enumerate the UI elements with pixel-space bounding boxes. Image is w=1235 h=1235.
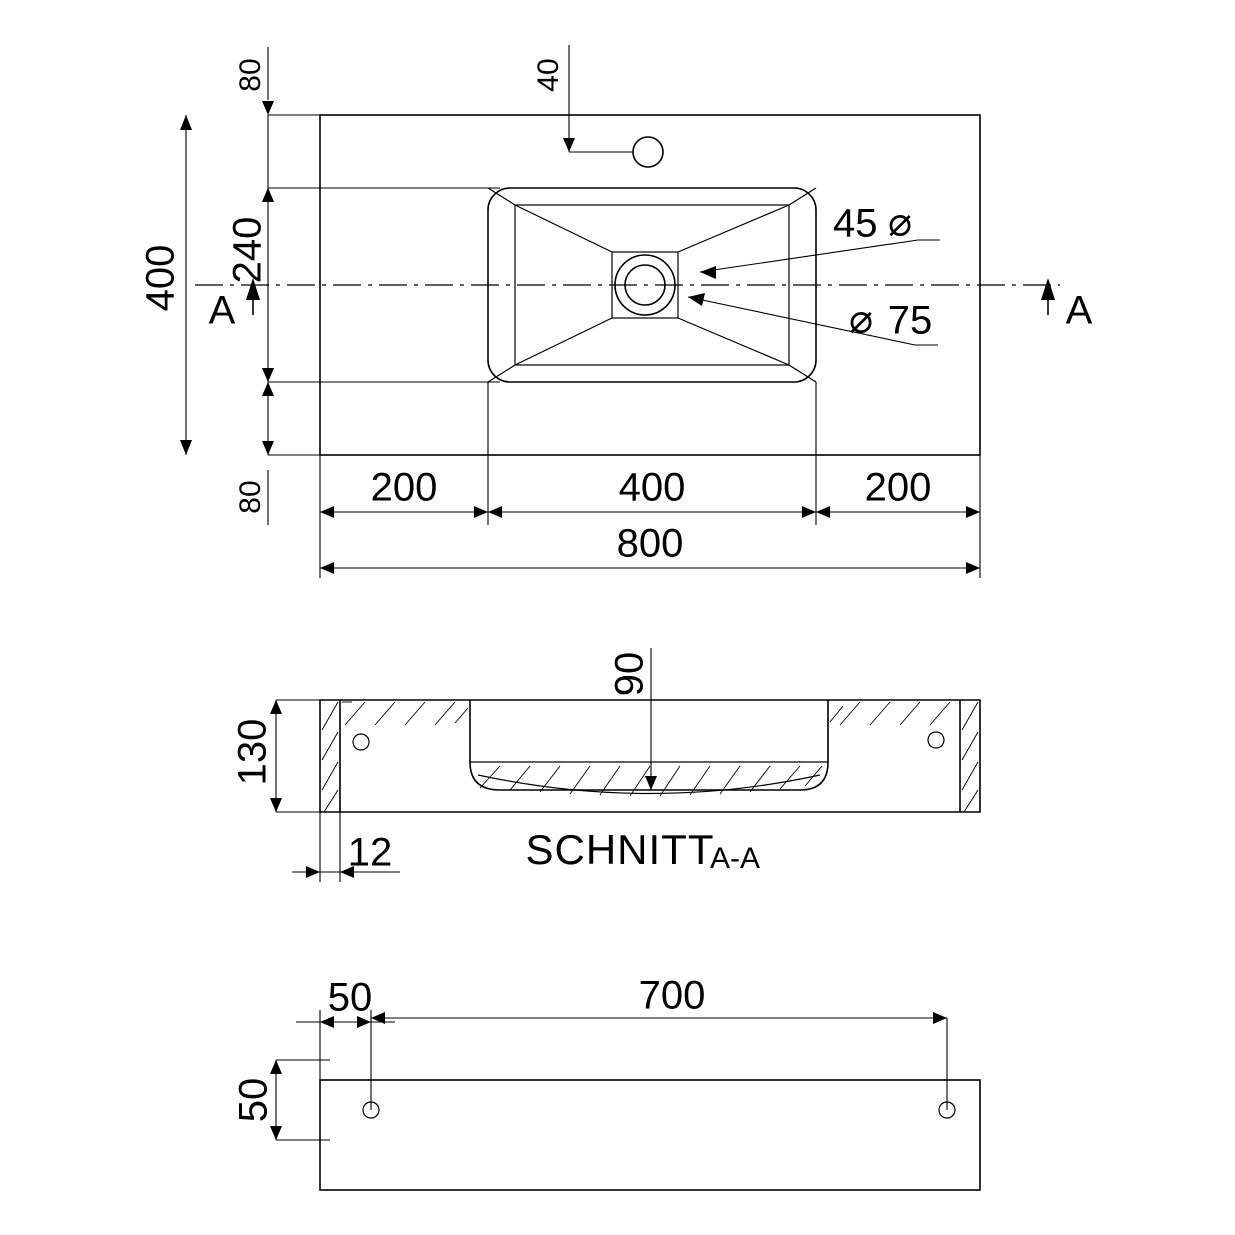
section-wall-lines — [340, 700, 960, 812]
dim-50-vertical-label: 50 — [231, 1077, 276, 1123]
drain-diag-tl — [515, 205, 612, 252]
section-view — [231, 648, 980, 882]
dim-50-left — [296, 976, 395, 1110]
section-mark-right — [1041, 278, 1093, 333]
drain-diag-br — [678, 318, 789, 365]
section-hole-right — [928, 732, 944, 748]
leader-dia-45 — [700, 201, 940, 279]
dim-700-label: 700 — [638, 973, 706, 1018]
dim-200-left-label: 200 — [370, 465, 438, 510]
tap-hole-circle — [633, 137, 663, 167]
section-hole-left — [353, 734, 369, 750]
drain-diag-tr — [678, 205, 789, 252]
dim-800-label: 800 — [616, 521, 684, 566]
dim-400-basin-label: 400 — [618, 465, 686, 510]
section-title: SCHNITT — [525, 826, 715, 874]
dim-240-label: 240 — [225, 216, 270, 284]
dim-90 — [600, 648, 700, 790]
dia-75-label: 75 — [887, 298, 933, 343]
dim-50-vertical — [232, 1060, 330, 1140]
dim-40-taphole — [532, 45, 633, 152]
leader-dia-75 — [688, 293, 938, 345]
bottom-view — [232, 974, 980, 1190]
dim-130-label: 130 — [230, 718, 275, 786]
section-mark-left — [209, 278, 260, 333]
dim-12 — [292, 812, 400, 882]
dim-800-overall — [320, 522, 980, 578]
dim-12-label: 12 — [347, 830, 393, 875]
dim-400-label: 400 — [138, 244, 183, 312]
section-hatch-flange-left — [345, 702, 468, 725]
dim-80-top-label: 80 — [233, 58, 267, 92]
dim-400-overall — [139, 115, 192, 455]
bottom-view-outline — [320, 1080, 980, 1190]
dim-80-top — [234, 47, 500, 202]
dim-130 — [231, 700, 320, 812]
dia-symbol-75: ⌀ — [848, 297, 874, 342]
dim-50-left-label: 50 — [327, 975, 373, 1020]
dim-90-label: 90 — [607, 651, 652, 697]
section-label-right: A — [1065, 288, 1093, 333]
dim-80-bottom-label: 80 — [233, 480, 267, 514]
section-label-left: A — [208, 288, 236, 333]
section-outline — [320, 700, 980, 812]
section-title-suffix: A-A — [709, 841, 761, 875]
section-hatch-left — [322, 702, 352, 812]
dim-80-bottom — [234, 382, 500, 525]
section-hatch-right — [962, 702, 978, 812]
dim-700 — [371, 974, 947, 1110]
drain-diag-bl — [515, 318, 612, 365]
top-view — [139, 45, 1093, 578]
dim-40-label: 40 — [531, 58, 565, 92]
dia-45-label: 45 — [833, 201, 878, 246]
section-hatch-flange-right — [830, 702, 950, 725]
dim-row-200-400-200 — [320, 382, 980, 525]
dim-200-right-label: 200 — [864, 465, 932, 510]
top-view-outline — [320, 115, 980, 455]
dia-symbol-45: ⌀ — [887, 200, 913, 245]
